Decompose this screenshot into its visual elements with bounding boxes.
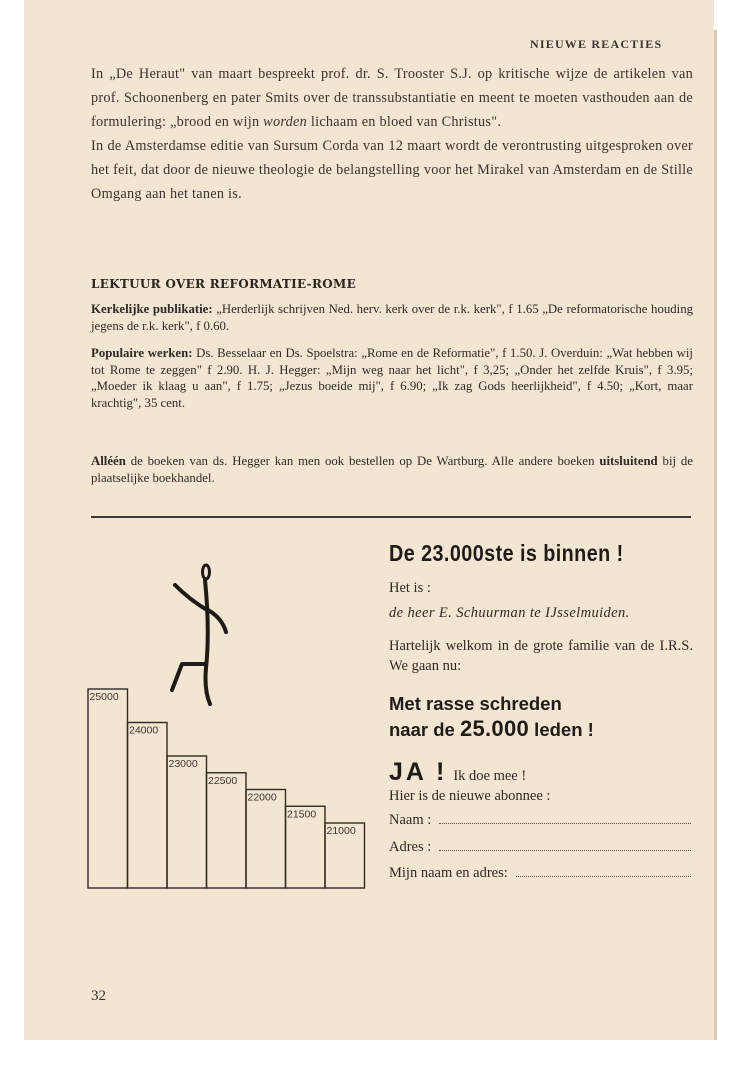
chart-label-25000: 25000	[89, 691, 119, 703]
chart-label-24000: 24000	[129, 724, 159, 737]
own-label: Mijn naam en adres:	[389, 865, 508, 881]
slogan-line-1: Met rasse schreden	[389, 693, 562, 714]
name-field[interactable]	[389, 812, 691, 829]
note-bold-uitsluitend: uitsluitend	[599, 454, 658, 468]
address-field[interactable]	[389, 839, 691, 856]
het-is-label: Het is :	[389, 580, 431, 596]
page-number: 32	[91, 988, 106, 1004]
note-end: bij de plaatselijke boekhandel.	[91, 454, 693, 485]
new-subscriber-label: Hier is de nieuwe abonnee :	[389, 788, 551, 804]
own-dotted-line[interactable]	[516, 866, 691, 877]
chart-bar-23000	[167, 756, 207, 888]
chart-label-22500: 22500	[208, 774, 238, 787]
winner-name: de heer E. Schuurman te IJsselmuiden.	[389, 605, 630, 621]
intro-p1-italic: worden	[263, 114, 308, 131]
intro-p1-start: In „De Heraut" van maart bespreekt prof. dr. S. Trooster S.J. op kritische wijze de artikelen van prof. Schoonenberg en pater Smits over de transsubstantiatie en meent te moeten vasthouden aan de formulering: „brood en wijn	[91, 66, 693, 131]
note-bold-alleen: Alléén	[91, 454, 126, 468]
slogan-line-2	[389, 716, 594, 742]
chart-label-22000: 22000	[247, 791, 277, 804]
intro-paragraph-2: In de Amsterdamse editie van Sursum Corda van 12 maart wordt de verontrusting uitgesproken over het feit, dat door de nieuwe theologie de belangstelling voor het Mirakel van Amsterdam en de Stille Omgang aan het tanen is.	[91, 138, 693, 203]
chart-bar-22000	[246, 790, 286, 889]
slogan-number: 25.000	[459, 716, 530, 741]
chart-bars	[88, 689, 365, 888]
ja-line	[389, 758, 526, 787]
own-name-address-field[interactable]	[389, 865, 691, 882]
chart-bar-24000	[128, 723, 168, 889]
ja-heading: JA !	[389, 758, 448, 786]
name-dotted-line[interactable]	[439, 813, 691, 824]
name-label: Naam :	[389, 812, 432, 828]
popular-text: Ds. Besselaar en Ds. Spoelstra: „Rome en de Reformatie", f 1.50. J. Overduin: „Wat hebben wij tot Rome te zeggen" f 2.90. H. J. Hegger: „Mijn weg naar het licht", f 3,25; „Onder het zelfde Kruis", f 3.95; „Moeder ik klaag u aan", f 1.75; „Jezus boeide mij", f 6.90; „Ik zag Gods heerlijkheid", f 4.50; „Kort, maar krachtig", 35 cent.	[91, 346, 693, 410]
note-middle: de boeken van ds. Hegger kan men ook bestellen op De Wartburg. Alle andere boeken	[125, 454, 600, 468]
stick-figure-icon	[172, 565, 226, 704]
intro-p1-end: lichaam en bloed van Christus".	[307, 114, 502, 131]
chart-label-21500: 21500	[287, 808, 317, 821]
slogan-pre: naar de	[389, 719, 460, 740]
chart-bar-22500	[207, 773, 247, 888]
welcome-text: Hartelijk welkom in de grote familie van de I.R.S. We gaan nu:	[389, 638, 693, 674]
reading-section-title: LEKTUUR OVER REFORMATIE-ROME	[91, 277, 357, 291]
promo-title: De 23.000ste is binnen !	[389, 540, 624, 566]
address-label: Adres :	[389, 839, 432, 855]
chart-label-23000: 23000	[168, 758, 198, 770]
chart-bar-25000	[88, 689, 128, 888]
ja-text: Ik doe mee !	[453, 768, 527, 784]
chart-label-21000: 21000	[326, 825, 356, 837]
official-label: Kerkelijke publikatie:	[91, 302, 213, 316]
slogan-post: leden !	[529, 719, 594, 740]
popular-label: Populaire werken:	[91, 346, 193, 360]
official-text: „Herderlijk schrijven Ned. herv. kerk over de r.k. kerk", f 1.65 „De reformatorische houding jegens de r.k. kerk", f 0.60.	[91, 302, 693, 333]
running-header: NIEUWE REACTIES	[530, 37, 663, 51]
slogan	[389, 691, 594, 742]
address-dotted-line[interactable]	[439, 840, 691, 851]
